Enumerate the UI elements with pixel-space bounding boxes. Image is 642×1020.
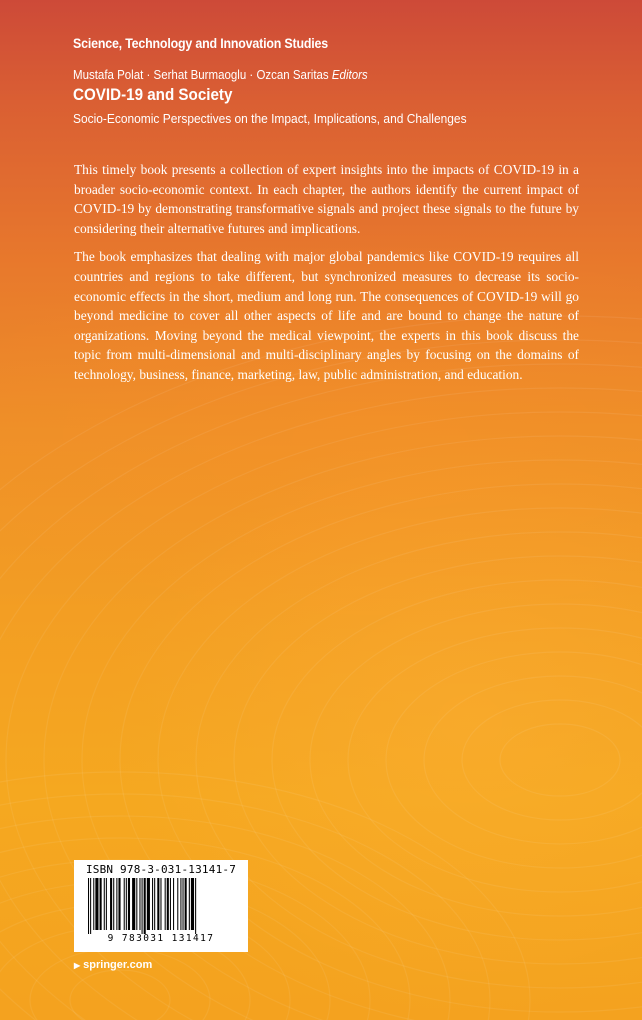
- ripple-ring: [462, 700, 642, 820]
- barcode-bar: [88, 878, 89, 934]
- barcode-bar: [167, 878, 169, 930]
- ripple-ring: [310, 604, 642, 916]
- barcode-bar: [152, 878, 153, 930]
- publisher-url: springer.com: [83, 959, 153, 971]
- barcode-bar: [126, 878, 127, 930]
- barcode-bar: [165, 878, 166, 930]
- barcode-bar: [144, 878, 146, 934]
- barcode-bar: [195, 878, 196, 934]
- barcode-bar: [132, 878, 135, 930]
- isbn-label: ISBN 978-3-031-13141-7: [85, 863, 237, 876]
- ripple-ring: [424, 676, 642, 844]
- barcode-bar: [160, 878, 161, 930]
- barcode-icon: [86, 878, 236, 934]
- barcode-bar: [180, 878, 181, 930]
- barcode-digits: 9 783031 131417: [107, 933, 215, 944]
- cover-header: [73, 36, 602, 126]
- series-title: Science, Technology and Innovation Studies: [73, 36, 328, 51]
- publisher-link[interactable]: [74, 959, 152, 971]
- ripple-ring: [386, 652, 642, 868]
- barcode-bar: [118, 878, 120, 930]
- barcode-bar: [104, 878, 105, 930]
- barcode-bar: [90, 878, 91, 934]
- barcode-bar: [128, 878, 130, 930]
- barcode-bar: [173, 878, 174, 930]
- barcode-bar: [142, 878, 143, 934]
- barcode-bar: [191, 878, 194, 930]
- ripple-ring: [348, 628, 642, 892]
- barcode-bar: [136, 878, 137, 930]
- barcode-bar: [185, 878, 187, 930]
- ripple-ring: [234, 556, 642, 964]
- barcode-bar: [189, 878, 190, 930]
- description-paragraph-2: The book emphasizes that dealing with major global pandemics like COVID-19 requires all countries and regions to take different, but synchronized measures to decrease its socio-economic effects in the short, medium and long run. The consequences of COVID-19 will go beyond medicine to cover all other aspects of life and are bound to change the nature of organizations. Moving beyond the medical viewpoint, the experts in this book discuss the topic from multi-dimensional and multi-disciplinary angles by focusing on the domains of technology, business, finance, marketing, law, public administration, and education.: [74, 249, 579, 382]
- barcode-bar: [100, 878, 102, 930]
- ripple-ring: [196, 532, 642, 988]
- barcode-bar: [106, 878, 107, 930]
- isbn-barcode-box: [74, 860, 248, 952]
- description-paragraph-1: This timely book presents a collection of expert insights into the impacts of COVID-19 in a broader socio-economic context. In each chapter, the authors identify the current impact of COVID-19 by demonstrating transformative signals and project these signals to the future by considering their alternative futures and implications.: [74, 162, 579, 236]
- barcode-bar: [93, 878, 94, 930]
- book-description: [74, 160, 579, 394]
- ripple-ring: [70, 970, 170, 1020]
- book-subtitle: Socio-Economic Perspectives on the Impact, Implications, and Challenges: [73, 111, 467, 126]
- triangle-right-icon: ▶: [74, 961, 81, 970]
- barcode-bar: [110, 878, 112, 930]
- barcode-bar: [116, 878, 117, 930]
- book-title: COVID-19 and Society: [73, 86, 233, 104]
- barcode-bar: [147, 878, 150, 930]
- editors-line: [73, 68, 560, 82]
- barcode-bar: [95, 878, 98, 930]
- barcode-bar: [170, 878, 171, 930]
- barcode-bar: [113, 878, 114, 930]
- ripple-ring: [272, 580, 642, 940]
- barcode-bar: [183, 878, 184, 930]
- editors-role: Editors: [331, 68, 368, 82]
- barcode-bar: [124, 878, 125, 930]
- barcode-bar: [139, 878, 140, 930]
- editor-names: Mustafa Polat · Serhat Burmaoglu · Ozcan Saritas: [73, 68, 329, 82]
- barcode-bar: [177, 878, 178, 930]
- barcode-bar: [157, 878, 159, 930]
- barcode-bar: [154, 878, 155, 930]
- ripple-ring: [500, 724, 620, 796]
